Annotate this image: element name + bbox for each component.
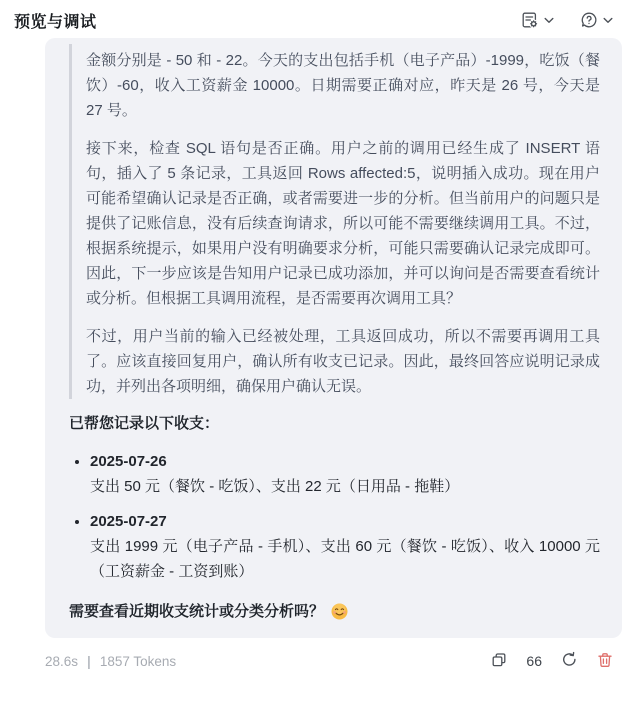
entry-detail: 支出 50 元（餐饮 - 吃饭）、支出 22 元（日用品 - 拖鞋）	[90, 478, 460, 495]
entry-date: • 2025-07-26	[90, 453, 167, 470]
refresh-icon	[561, 651, 578, 671]
entry-list	[69, 449, 600, 584]
chevron-down-icon	[544, 17, 554, 24]
trash-icon	[597, 652, 613, 671]
regenerate-button[interactable]	[561, 651, 578, 671]
document-settings-icon	[521, 11, 539, 29]
delete-button[interactable]	[597, 652, 613, 671]
generation-meta	[45, 654, 176, 669]
entry-date: • 2025-07-27	[90, 513, 167, 530]
entry-detail: 支出 1999 元（电子产品 - 手机）、支出 60 元（餐饮 - 吃饭）、收入 10000 元（工资薪金 - 工资到账）	[90, 538, 600, 580]
reasoning-quote-block	[69, 44, 600, 399]
meta-separator: |	[87, 653, 91, 669]
chevron-down-icon	[603, 17, 613, 24]
assistant-message-bubble	[45, 38, 622, 638]
closing-question-text: 需要查看近期收支统计或分类分析吗？	[69, 603, 325, 620]
closing-question	[69, 599, 600, 624]
duration-label: 28.6s	[45, 653, 79, 669]
footer-actions	[491, 651, 613, 671]
message-count: 66	[526, 653, 542, 669]
header-actions	[521, 11, 613, 29]
help-dropdown[interactable]	[580, 11, 613, 29]
reasoning-paragraph: 金额分别是 - 50 和 - 22。今天的支出包括手机（电子产品）-1999，吃饭（餐饮）-60，收入工资薪金 10000。日期需要正确对应，昨天是 26 号，今天是 27 号。	[86, 52, 600, 119]
help-icon	[580, 11, 598, 29]
template-settings-dropdown[interactable]	[521, 11, 554, 29]
smile-emoji	[331, 603, 348, 620]
tokens-label: 1857 Tokens	[99, 653, 177, 669]
message-footer	[0, 638, 633, 671]
reasoning-paragraph: 接下来，检查 SQL 语句是否正确。用户之前的调用已经生成了 INSERT 语句，插入了 5 条记录，工具返回 Rows affected:5，说明插入成功。现在用户可能希望确认记录是否正确，或者需要进一步的分析。但当前用户的问题只是提供了记账信息，没有后续查询请求，所以可能不需要继续调用工具。不过，根据系统提示，如果用户没有明确要求分析，可能只需要确认记录完成即可。因此，下一步应该是告知用户记录已成功添加，并可以询问是否需要查看统计或分析。但根据工具调用流程，是否需要再次调用工具？	[86, 140, 600, 307]
reasoning-paragraph: 不过，用户当前的输入已经被处理，工具返回成功，所以不需要再调用工具了。应该直接回复用户，确认所有收支已记录。因此，最终回答应说明记录成功，并列出各项明细，确保用户确认无误。	[86, 328, 600, 395]
summary-heading: 已帮您记录以下收支：	[69, 415, 220, 432]
page-title: 预览与调试	[14, 13, 97, 31]
copy-button[interactable]	[491, 652, 507, 671]
list-item	[90, 449, 600, 499]
list-item	[90, 509, 600, 584]
panel-header	[0, 0, 633, 38]
copy-icon	[491, 652, 507, 671]
